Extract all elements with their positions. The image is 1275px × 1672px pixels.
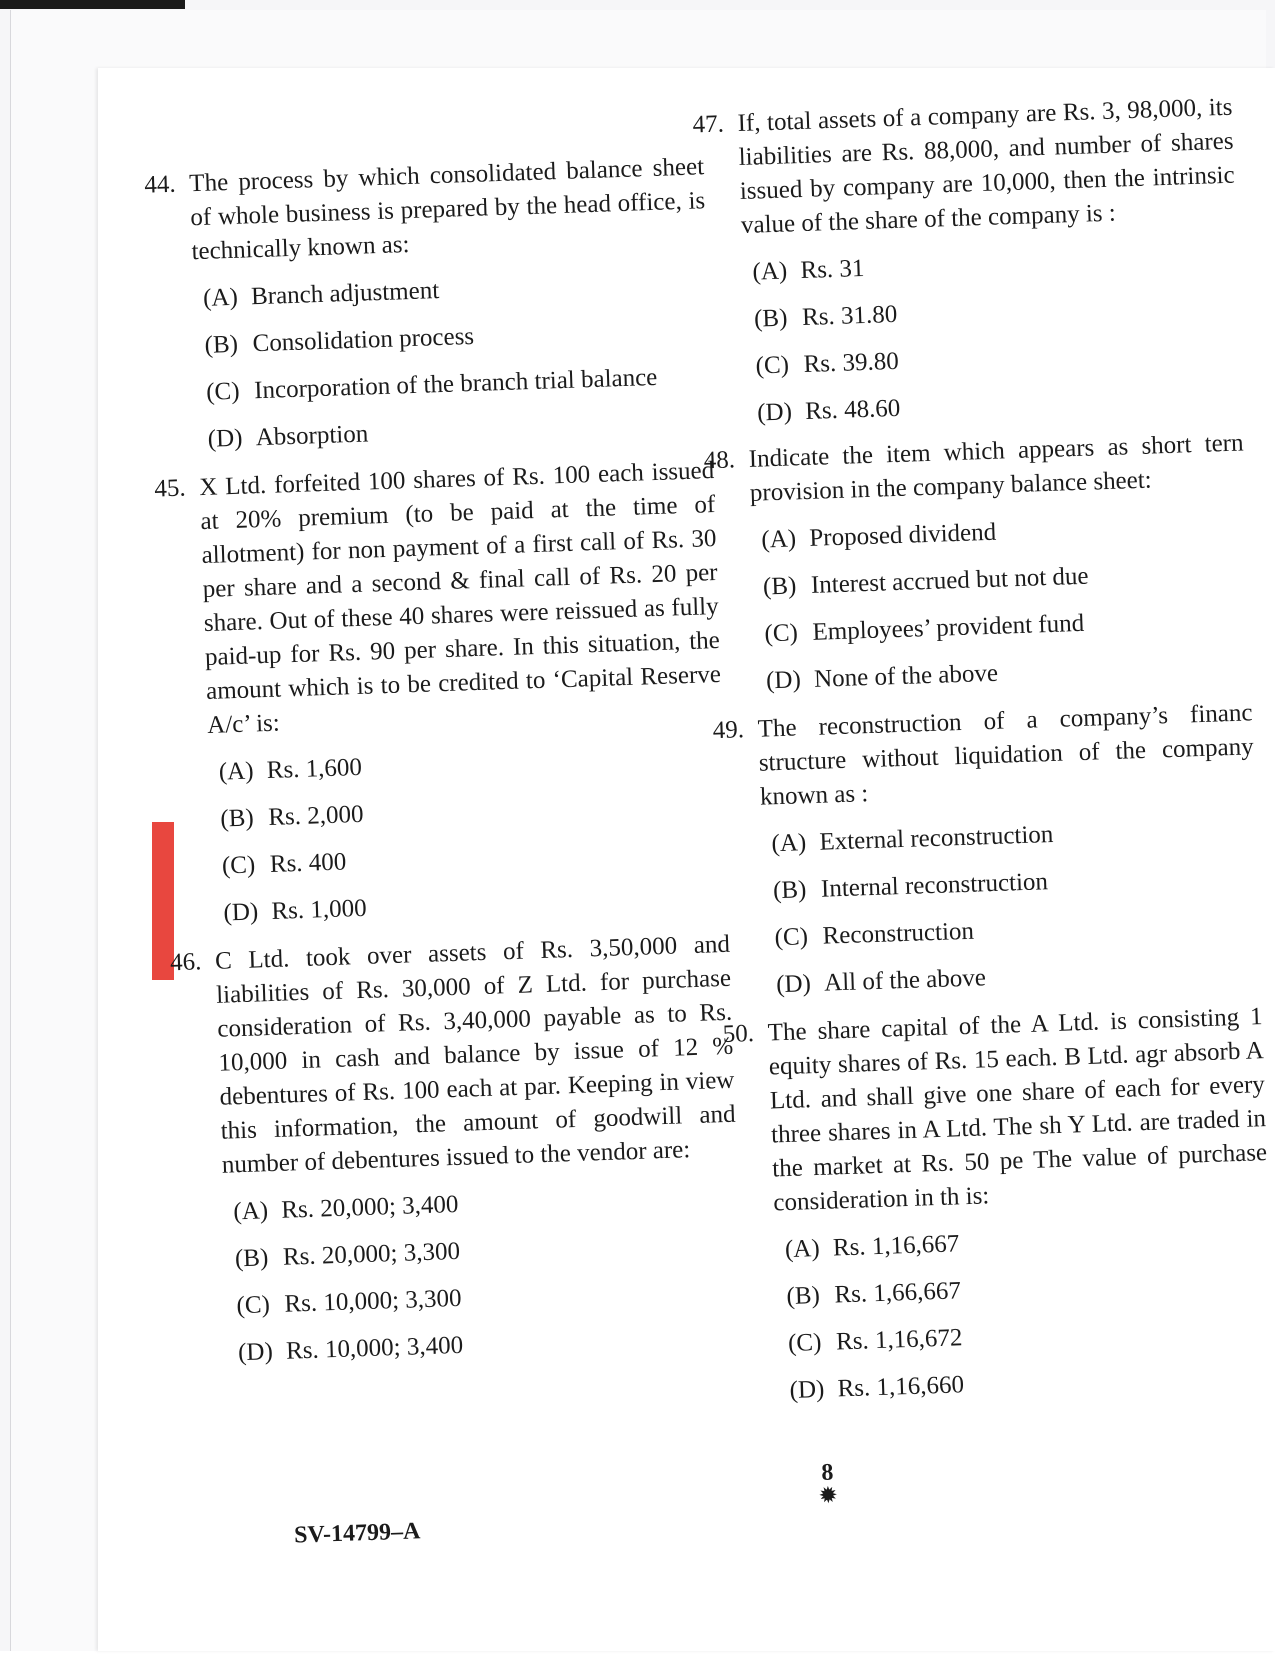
option-label: (C) [755,351,790,380]
option-text: Rs. 1,16,660 [837,1371,965,1403]
question-44 [144,150,713,458]
option-label: (B) [753,304,788,333]
option-c[interactable] [221,833,727,884]
option-text: Rs. 31 [800,254,865,285]
page-number [812,1459,844,1508]
option-label: (C) [236,1291,271,1320]
option-c[interactable] [236,1273,742,1324]
option-text: Interest accrued but not due [810,562,1089,599]
option-text: Incorporation of the branch trial balance [253,363,658,405]
right-column [692,91,1275,1410]
option-b[interactable] [754,287,1240,337]
options-list [233,1179,744,1371]
options-list [784,1217,1275,1408]
option-text: Rs. 39.80 [803,347,900,378]
question-number: 47. [692,110,725,139]
option-b[interactable] [220,786,726,837]
option-label: (A) [784,1234,821,1264]
option-a[interactable] [784,1217,1270,1267]
option-text: External reconstruction [819,820,1054,856]
question-text: Indicate the item which appears as short tern provision in the company balance sheet: [748,429,1244,507]
option-a[interactable] [771,811,1257,861]
option-text: Consolidation process [252,322,475,358]
option-d[interactable] [223,880,729,931]
option-text: All of the above [823,964,987,997]
option-d[interactable] [238,1320,744,1371]
option-text: Rs. 10,000; 3,400 [285,1331,464,1365]
question-45 [154,454,729,932]
option-d[interactable] [207,406,713,457]
question-50 [722,1000,1275,1410]
option-c[interactable] [774,905,1260,955]
option-a[interactable] [761,507,1247,557]
option-label: (D) [223,898,259,927]
option-text: Rs. 1,16,667 [832,1230,960,1262]
option-d[interactable] [789,1358,1275,1408]
option-label: (A) [760,525,797,554]
option-label: (A) [752,257,788,286]
option-text: Rs. 2,000 [267,800,364,831]
option-label: (B) [204,330,239,359]
option-text: Rs. 1,66,667 [834,1277,962,1309]
options-list [752,240,1243,431]
option-a[interactable] [752,240,1238,290]
option-b[interactable] [762,554,1248,604]
question-47 [692,91,1242,433]
options-list [771,811,1262,1002]
option-text: Rs. 20,000; 3,400 [280,1190,459,1224]
option-c[interactable] [764,601,1250,651]
option-text: Rs. 1,16,672 [835,1324,963,1356]
option-b[interactable] [786,1264,1272,1314]
option-text: Proposed dividend [808,518,997,552]
scan-edge-mark [0,0,185,9]
option-text: Internal reconstruction [820,868,1049,903]
option-label: (C) [205,377,240,406]
question-text: The share capital of the A Ltd. is consisting 1 equity shares of Rs. 15 each. B Ltd. agr absorb A Ltd. and shall give one share of each for every three shares in A Ltd. The sh Y Ltd. are traded in the market at Rs. 50 pe The value of purchase consideration in th is: [767,1003,1268,1217]
option-d[interactable] [766,648,1252,698]
question-number: 48. [703,446,736,475]
option-text: Rs. 400 [269,848,347,878]
page-number-text: 8 [820,1459,834,1487]
option-text: Rs. 10,000; 3,300 [284,1284,462,1318]
option-text: Rs. 1,000 [271,894,368,925]
option-b[interactable] [234,1226,740,1277]
question-number: 46. [169,948,202,977]
option-label: (A) [771,829,807,858]
option-label: (D) [789,1375,825,1405]
options-list [203,265,714,457]
option-label: (B) [234,1244,269,1273]
option-text: Rs. 20,000; 3,300 [282,1237,461,1271]
question-number: 45. [153,474,187,503]
option-text: Reconstruction [822,917,975,950]
question-text: The process by which consolidated balance sheet of whole business is prepared by the head office, is technically known as: [188,153,706,266]
option-b[interactable] [773,858,1259,908]
question-text: C Ltd. took over assets of Rs. 3,50,000 and liabilities of Rs. 30,000 of Z Ltd. for purchase consideration of Rs. 3,40,000 payable as to Rs. 10,000 in cash and balance by issue of 12 % debentures of Rs. 100 each at par. Keeping in view this information, the amount of goodwill and number of debentures issued to the vendor are: [214,930,736,1179]
option-label: (B) [772,876,807,905]
option-c[interactable] [206,359,712,410]
question-text: X Ltd. forfeited 100 shares of Rs. 100 each issued at 20% premium (to be paid at the time of allotment) for non payment of a first call of Rs. 30 per share and a second & final call of Rs. 20 per share. Out of these 40 shares were reissued as fully paid-up for Rs. 90 per share. In this situation, the amount which is to be credited to ‘Capital Reserve A/c’ is: [198,457,722,739]
option-text: Rs. 1,600 [266,753,363,785]
option-label: (A) [232,1197,269,1226]
option-b[interactable] [204,312,710,363]
option-label: (D) [775,970,812,999]
option-a[interactable] [218,739,724,790]
options-list [218,739,729,931]
option-label: (C) [221,851,256,880]
left-column [144,150,744,1372]
option-d[interactable] [776,952,1262,1002]
option-label: (C) [774,923,809,952]
option-text: Branch adjustment [250,277,440,311]
question-number: 50. [722,1020,755,1049]
option-label: (B) [786,1281,821,1311]
option-label: (B) [762,572,797,601]
question-text: If, total assets of a company are Rs. 3, 98,000, its liabilities are Rs. 88,000, and number of shares issued by company are 10,000, then the intrinsic value of the share of the company is : [737,93,1236,239]
option-label: (D) [765,666,802,695]
option-c[interactable] [755,334,1241,384]
question-46 [170,928,744,1372]
option-label: (A) [218,757,254,786]
option-a[interactable] [203,265,709,316]
option-a[interactable] [233,1179,739,1230]
option-text: None of the above [813,659,999,693]
question-number: 49. [712,716,745,745]
question-49 [712,696,1261,1004]
option-text: Rs. 48.60 [804,394,901,425]
question-number: 44. [143,170,177,199]
document-code: SV-14799–A [293,1518,421,1549]
option-text: Absorption [255,420,369,452]
options-list [761,507,1252,698]
option-label: (A) [202,283,239,312]
question-text: The reconstruction of a company’s financ structure without liquidation of the company known as : [757,699,1255,811]
option-label: (D) [207,424,243,453]
option-d[interactable] [757,380,1243,430]
option-c[interactable] [788,1311,1274,1361]
option-label: (C) [764,619,799,648]
option-label: (B) [219,804,255,833]
gear-icon: ✹ [819,1484,837,1508]
option-label: (D) [237,1338,274,1367]
question-48 [703,426,1251,700]
option-text: Employees’ provident fund [812,609,1085,646]
option-text: Rs. 31.80 [801,300,898,332]
option-label: (C) [787,1328,822,1358]
option-label: (D) [756,398,793,427]
